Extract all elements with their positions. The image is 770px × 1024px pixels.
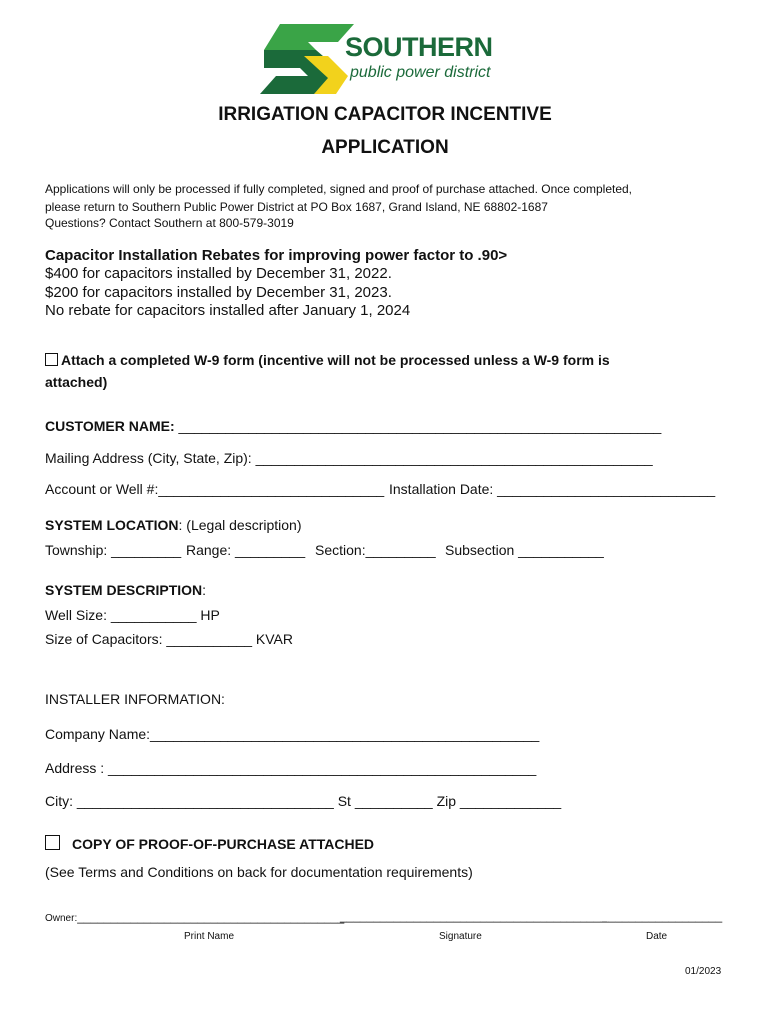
s-arrow-logo-icon (258, 20, 358, 100)
date-blank[interactable]: __________________ (602, 909, 723, 923)
mailing-address-blank[interactable]: ___________________________________________________ (255, 450, 653, 466)
intro-line-2: please return to Southern Public Power District at PO Box 1687, Grand Island, NE 68802-1687 (45, 200, 548, 214)
rebate-heading: Capacitor Installation Rebates for improving power factor to .90> (45, 247, 508, 264)
customer-name-label: CUSTOMER NAME: (45, 418, 179, 434)
print-name-blank[interactable]: ________________________________________ (77, 910, 345, 924)
system-location-suffix: : (Legal description) (178, 517, 302, 533)
well-size-field[interactable]: Well Size: ___________ HP (45, 607, 220, 623)
subsection-field[interactable]: Subsection ___________ (445, 542, 604, 558)
account-label: Account or Well #: (45, 481, 159, 497)
installation-date-blank[interactable]: ____________________________ (497, 481, 716, 497)
signature-blank[interactable]: ________________________________________ (340, 909, 607, 923)
signature-caption: Signature (439, 931, 482, 942)
intro-line-1: Applications will only be processed if fully completed, signed and proof of purchase attached. Once completed, (45, 182, 633, 196)
brand-name: SOUTHERN (345, 32, 493, 62)
capacitor-size-field[interactable]: Size of Capacitors: ___________ KVAR (45, 631, 294, 647)
customer-name-blank[interactable]: ______________________________________________________________ (178, 418, 662, 434)
revision-date: 01/2023 (685, 966, 722, 977)
proof-of-purchase-row[interactable] (45, 835, 374, 852)
w9-label-continued: attached) (45, 374, 108, 390)
date-caption: Date (646, 931, 668, 942)
rebate-item: No rebate for capacitors installed after January 1, 2024 (45, 302, 411, 319)
intro-contact: Questions? Contact Southern at 800-579-3019 (45, 216, 294, 230)
w9-checkbox[interactable] (45, 353, 58, 366)
company-name-field[interactable]: Company Name:__________________________________________________ (45, 726, 540, 742)
section-field[interactable]: Section:_________ (315, 542, 436, 558)
installer-heading: INSTALLER INFORMATION: (45, 691, 225, 707)
form-title-line-1: IRRIGATION CAPACITOR INCENTIVE (218, 104, 552, 125)
print-name-caption: Print Name (184, 931, 235, 942)
township-field[interactable]: Township: _________ (45, 542, 182, 558)
owner-print-name-field[interactable] (45, 910, 344, 924)
rebate-item: $400 for capacitors installed by December 31, 2022. (45, 265, 392, 282)
installer-address-field[interactable]: Address : _______________________________________________________ (45, 760, 537, 776)
installation-date-label: Installation Date: (389, 481, 498, 497)
form-title-line-2: APPLICATION (321, 137, 449, 158)
account-field[interactable] (45, 481, 384, 497)
system-description-title: SYSTEM DESCRIPTION (45, 582, 203, 598)
w9-checkbox-row[interactable] (45, 351, 610, 369)
proof-of-purchase-checkbox[interactable] (45, 835, 60, 850)
installation-date-field[interactable] (389, 481, 715, 497)
proof-of-purchase-label: COPY OF PROOF-OF-PURCHASE ATTACHED (72, 836, 375, 852)
owner-label: Owner: (45, 913, 78, 924)
system-location-heading (45, 517, 301, 533)
installer-city-state-zip-field[interactable]: City: _________________________________ St __________ Zip _____________ (45, 793, 562, 809)
rebate-item: $200 for capacitors installed by December 31, 2023. (45, 284, 392, 301)
system-location-title: SYSTEM LOCATION (45, 517, 179, 533)
mailing-address-field[interactable] (45, 450, 653, 466)
range-field[interactable]: Range: _________ (186, 542, 306, 558)
w9-label: Attach a completed W-9 form (incentive will not be processed unless a W-9 form is (61, 352, 610, 368)
mailing-address-label: Mailing Address (City, State, Zip): (45, 450, 256, 466)
system-description-heading (45, 582, 206, 598)
proof-note: (See Terms and Conditions on back for documentation requirements) (45, 864, 473, 880)
customer-name-field[interactable] (45, 418, 661, 434)
system-description-suffix: : (202, 582, 207, 598)
brand-tagline: public power district (350, 64, 491, 81)
account-blank[interactable]: _____________________________ (158, 481, 385, 497)
